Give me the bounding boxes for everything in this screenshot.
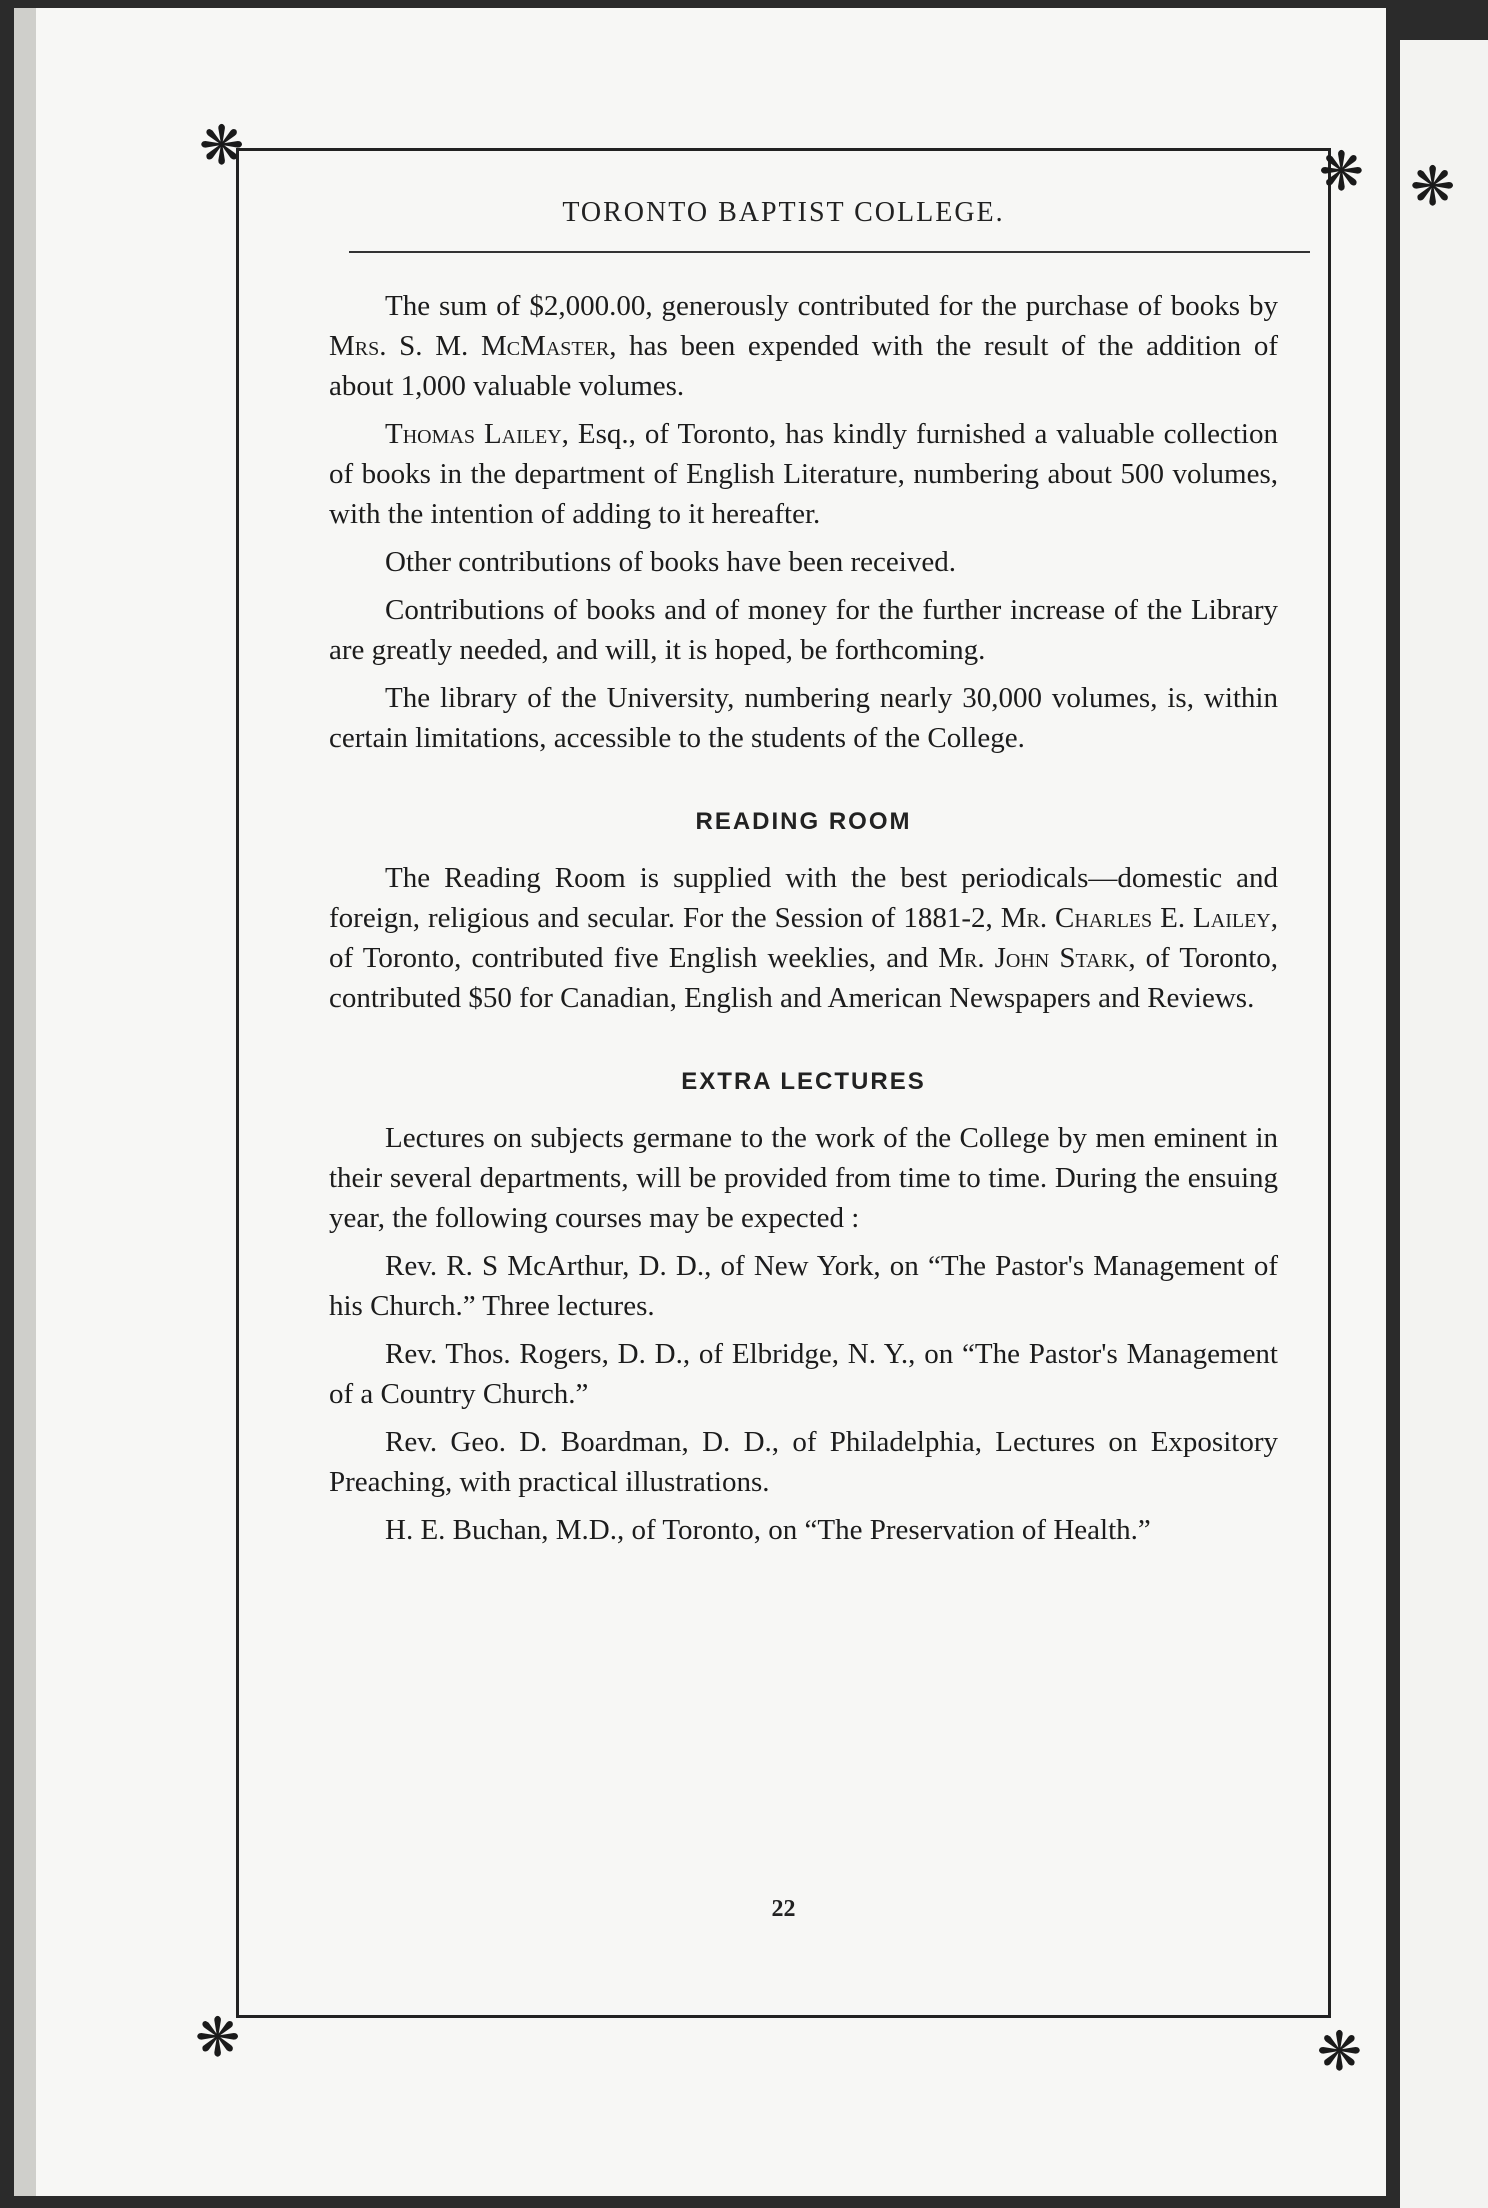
section-heading-extra-lectures: EXTRA LECTURES bbox=[681, 1068, 926, 1095]
lecture-course-item: H. E. Buchan, M.D., of Toronto, on “The Preservation of Health.” bbox=[385, 1514, 1151, 1546]
header-rule bbox=[349, 251, 1310, 253]
library-paragraph-1: The sum of $2,000.00, generously contributed for the purchase of books by Mrs. S. M. McMaster, has been expended with the result of the addition of about 1,000 valuable volumes. bbox=[329, 290, 1278, 402]
lecture-course-item: Rev. R. S McArthur, D. D., of New York, on “The Pastor's Management of his Church.” Three lectures. bbox=[329, 1250, 1278, 1322]
donor-name: Thomas Lailey bbox=[385, 418, 562, 450]
page-body bbox=[329, 286, 1278, 1558]
lectures-intro: Lectures on subjects germane to the work of the College by men eminent in their several departments, will be provided from time to time. During the ensuing year, the following courses may be expected : bbox=[329, 1122, 1278, 1234]
lecture-course-item: Rev. Thos. Rogers, D. D., of Elbridge, N. Y., on “The Pastor's Management of a Country Church.” bbox=[329, 1338, 1278, 1410]
facing-page-edge bbox=[1400, 40, 1488, 2208]
library-paragraph-2: Thomas Lailey, Esq., of Toronto, has kindly furnished a valuable collection of books in the department of English Literature, numbering about 500 volumes, with the intention of adding to it hereafter. bbox=[329, 418, 1278, 530]
floral-ornament-icon: ❋ bbox=[199, 116, 245, 176]
page-number: 22 bbox=[771, 1896, 796, 1922]
donor-name: Mrs. S. M. McMaster bbox=[329, 330, 610, 362]
library-paragraph-3: Other contributions of books have been received. bbox=[385, 546, 956, 578]
lecture-course-item: Rev. Geo. D. Boardman, D. D., of Philadelphia, Lectures on Expository Preaching, with practical illustrations. bbox=[329, 1426, 1278, 1498]
reading-room-paragraph: The Reading Room is supplied with the best periodicals—domestic and foreign, religious and secular. For the Session of 1881-2, Mr. Charles E. Lailey, of Toronto, contributed five English weeklies, and Mr. John Stark, of Toronto, contributed $50 for Canadian, English and American Newspapers and Reviews. bbox=[329, 862, 1279, 1014]
donor-name: Mr. John Stark bbox=[938, 942, 1129, 974]
floral-ornament-icon: ❋ bbox=[1316, 2022, 1362, 2082]
library-paragraph-5: The library of the University, numbering nearly 30,000 volumes, is, within certain limitations, accessible to the students of the College. bbox=[329, 682, 1278, 754]
library-paragraph-4: Contributions of books and of money for the further increase of the Library are greatly needed, and will, it is hoped, be forthcoming. bbox=[329, 594, 1278, 666]
floral-ornament-icon: ❋ bbox=[1410, 157, 1456, 217]
section-heading-reading-room: READING ROOM bbox=[695, 808, 912, 835]
donor-name: Mr. Charles E. Lailey bbox=[1000, 902, 1271, 934]
running-head: TORONTO BAPTIST COLLEGE. bbox=[562, 197, 1005, 228]
book-page bbox=[14, 8, 1386, 2196]
floral-ornament-icon: ❋ bbox=[195, 2008, 241, 2068]
floral-ornament-icon: ❋ bbox=[1318, 142, 1364, 202]
page-frame bbox=[195, 116, 1364, 2082]
